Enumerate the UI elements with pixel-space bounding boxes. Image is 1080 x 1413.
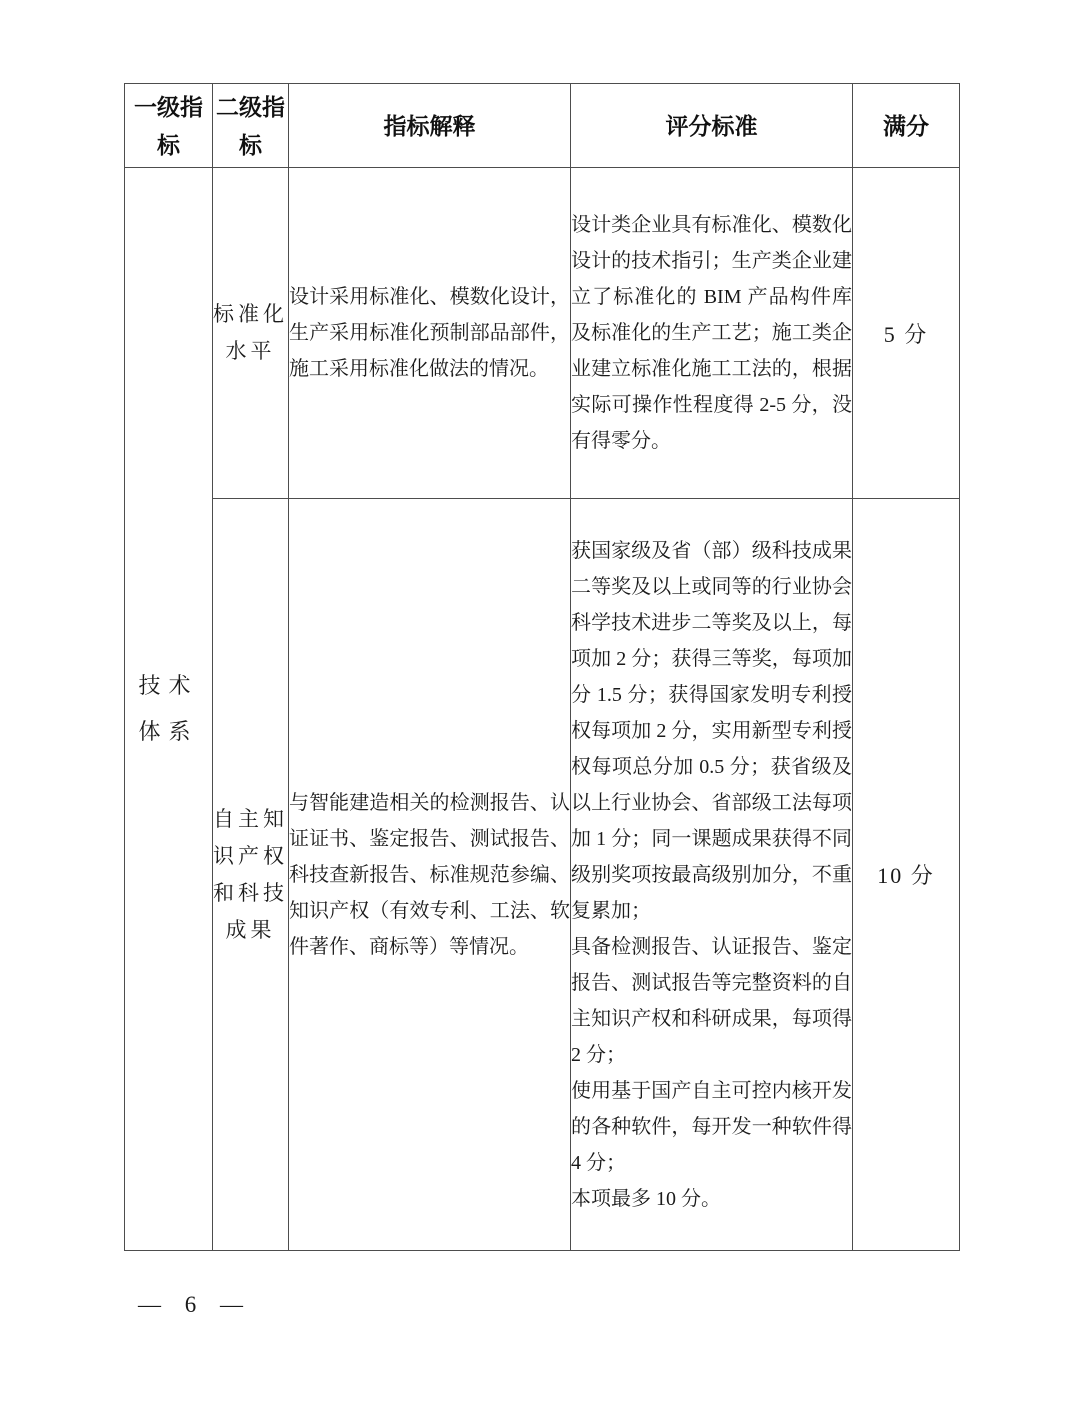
cell-level2-ip-achievements: 自主知识产权和科技成果 bbox=[213, 499, 289, 1251]
cell-criteria-ip-achievements bbox=[571, 499, 853, 1251]
criteria-paragraph: 设计类企业具有标准化、模数化设计的技术指引；生产类企业建立了标准化的 BIM 产品构件库及标准化的生产工艺；施工类企业建立标准化施工工法的，根据实际可操作性程度得 2-5 分，没有得零分。 bbox=[571, 214, 852, 452]
page-number: — 6 — bbox=[138, 1292, 245, 1317]
cell-score-standardization: 5 分 bbox=[853, 168, 960, 499]
table-header-row bbox=[125, 84, 960, 168]
header-level1-indicator: 一级指标 bbox=[125, 84, 213, 168]
table-row bbox=[125, 499, 960, 1251]
criteria-paragraph: 具备检测报告、认证报告、鉴定报告、测试报告等完整资料的自主知识产权和科研成果，每项得 2 分； bbox=[571, 935, 852, 1066]
cell-criteria-standardization bbox=[571, 168, 853, 499]
header-level2-indicator: 二级指标 bbox=[213, 84, 289, 168]
table-row bbox=[125, 168, 960, 499]
explanation-paragraph: 与智能建造相关的检测报告、认证证书、鉴定报告、测试报告、科技查新报告、标准规范参编、知识产权（有效专利、工法、软件著作、商标等）等情况。 bbox=[289, 791, 570, 958]
cell-explanation-standardization bbox=[289, 168, 571, 499]
scoring-rubric-table bbox=[124, 83, 960, 1251]
cell-level2-standardization: 标准化水平 bbox=[213, 168, 289, 499]
criteria-paragraph: 本项最多 10 分。 bbox=[571, 1187, 721, 1210]
cell-explanation-ip-achievements bbox=[289, 499, 571, 1251]
criteria-paragraph: 获国家级及省（部）级科技成果二等奖及以上或同等的行业协会科学技术进步二等奖及以上，每项加 2 分；获得三等奖，每项加分 1.5 分；获得国家发明专利授权每项加 2 分，实用新型专利授权每项总分加 0.5 分；获省级及以上行业协会、省部级工法每项加 1 分；同一课题成果获得不同级别奖项按最高级别加分，不重复累加； bbox=[571, 539, 852, 922]
cell-level1-indicator: 技术体系 bbox=[125, 168, 213, 1251]
header-scoring-criteria: 评分标准 bbox=[571, 84, 853, 168]
explanation-paragraph: 设计采用标准化、模数化设计，生产采用标准化预制部品部件，施工采用标准化做法的情况。 bbox=[289, 286, 570, 380]
header-full-score: 满分 bbox=[853, 84, 960, 168]
cell-score-ip-achievements: 10 分 bbox=[853, 499, 960, 1251]
criteria-paragraph: 使用基于国产自主可控内核开发的各种软件，每开发一种软件得 4 分； bbox=[571, 1079, 852, 1174]
header-indicator-explanation: 指标解释 bbox=[289, 84, 571, 168]
